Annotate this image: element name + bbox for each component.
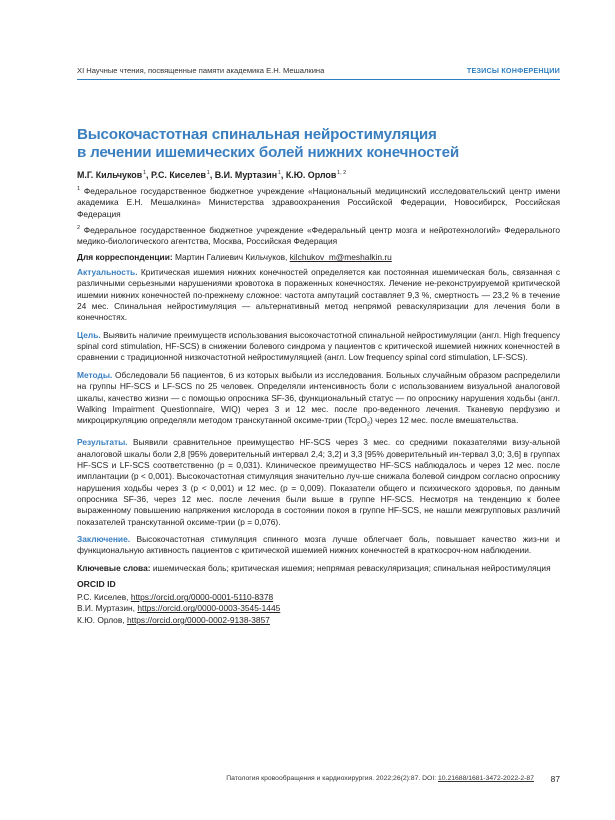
abstract-aim (77, 330, 560, 364)
author-name: Р.С. Киселев (150, 170, 206, 180)
footer-citation (226, 775, 534, 782)
methods-text-end: ) через 12 мес. после вмешательства. (369, 415, 519, 426)
abstract-methods (77, 370, 560, 431)
affiliation-1 (77, 186, 560, 220)
abstract-results (77, 437, 560, 528)
methods-label: Методы. (77, 369, 113, 380)
keywords-text: ишемическая боль; критическая ишемия; непрямая реваскуляризация; спинальная нейростимуляция (152, 562, 551, 573)
aim-label: Цель. (77, 329, 101, 340)
correspondence (77, 252, 560, 263)
results-label: Результаты. (77, 437, 128, 448)
orcid-author: В.И. Муртазин, (77, 603, 135, 614)
page-footer (210, 774, 560, 786)
relevance-label: Актуальность. (77, 267, 138, 278)
doi-link[interactable]: 10.21688/1681-3472-2022-2-87 (438, 775, 534, 782)
author-affiliation-mark: 1, 2 (337, 170, 347, 176)
keywords (77, 563, 560, 574)
citation-text: Патология кровообращения и кардиохирургия. 2022;26(2):87. DOI: (226, 775, 437, 782)
correspondence-label: Для корреспонденции: (77, 251, 173, 262)
conclusion-text: Высокочастотная стимуляция спинного мозга лучше облегчает боль, повышает качество жиз-ни и функциональную активность пациентов с критической ишемией нижних конечностей в краткосроч-ном наблюдении. (77, 533, 560, 556)
keywords-label: Ключевые слова: (77, 562, 151, 573)
aim-text: Выявить наличие преимуществ использования высокочастотной спинальной нейростимуляции (англ. High frequency spinal cord stimulation, HF-SCS) в снижении болевого синдрома у пациентов с критической ишемией нижних конечностей в сравнении с традиционной низкочастотной нейростимуляцией (англ. Low frequency spinal cord stimulation, LF-SCS). (77, 329, 561, 363)
author-name: В.И. Муртазин (214, 170, 278, 180)
article-body (77, 126, 560, 626)
affiliation-number: 1 (77, 186, 81, 192)
orcid-entry (77, 603, 560, 614)
running-title: XI Научные чтения, посвященные памяти академика Е.Н. Мешалкина (77, 66, 325, 75)
running-header (77, 66, 560, 80)
correspondence-name: Мартин Галиевич Кильчуков, (174, 251, 288, 262)
orcid-link[interactable]: https://orcid.org/0000-0003-3545-1445 (137, 603, 281, 614)
author-affiliation-mark: 1 (277, 170, 281, 176)
orcid-link[interactable]: https://orcid.org/0000-0002-9138-3857 (126, 614, 270, 625)
affiliation-2 (77, 225, 560, 248)
article-title (77, 126, 560, 161)
page-number: 87 (550, 774, 560, 784)
author-name: К.Ю. Орлов (285, 170, 337, 180)
orcid-author: Р.С. Киселев, (77, 591, 129, 602)
author-affiliation-mark: 1 (206, 170, 210, 176)
abstract-conclusion (77, 534, 560, 557)
author-name: М.Г. Кильчуков (77, 170, 143, 180)
methods-text: Обследовали 56 пациентов, 6 из которых выбыли из исследования. Больных случайным образом распределили на группы HF-SCS и LF-SCS по 25 человек. Определяли интенсивность боли с использованием визуальной аналоговой шкалы, качество жизни — с помощью опросника SF-36, функциональный статус — по опроснику нарушения ходьбы (англ. Walking Impairment Questionnaire, WIQ) через 3 и 12 мес. после про-веденного лечения. Тканевую перфузию и микроциркуляцию определяли методом транскутанной оксиме-трии (TcpO (77, 369, 560, 426)
section-label: ТЕЗИСЫ КОНФЕРЕНЦИИ (466, 66, 560, 75)
author-affiliation-mark: 1 (142, 170, 146, 176)
abstract-relevance (77, 267, 560, 324)
methods-subscript: 2 (366, 421, 370, 428)
author-list: М.Г. Кильчуков $^1$, Р.С. Киселев $^1$, В.И. Муртазин $^1$, К.Ю. Орлов $^{1, 2}$ (77, 170, 347, 180)
header-rule (77, 79, 560, 80)
conclusion-label: Заключение. (77, 533, 131, 544)
affiliation-text: Федеральное государственное бюджетное учреждение «Национальный медицинский исследовательский центр имени академика Е.Н. Мешалкина» Министерства здравоохранения Российской Федерации, Новосибирск, Российская Федерация (77, 186, 560, 219)
orcid-author: К.Ю. Орлов, (77, 614, 125, 625)
orcid-heading: ORCID ID (77, 578, 116, 589)
affiliation-text: Федеральное государственное бюджетное учреждение «Федеральный центр мозга и нейротехнологий» Федерального медико-биологического агентства, Москва, Российская Федерация (77, 225, 560, 247)
affiliation-number: 2 (77, 225, 81, 232)
orcid-link[interactable]: https://orcid.org/0000-0001-5110-8378 (130, 591, 274, 602)
correspondence-email-link[interactable]: kilchukov_m@meshalkin.ru (289, 251, 392, 262)
title-line-1: Высокочастотная спинальная нейростимуляция (77, 126, 437, 143)
orcid-list (77, 592, 560, 626)
results-text: Выявили сравнительное преимущество HF-SCS через 3 мес. со средними показателями визу-альной аналоговой шкалы боли 2,8 [95% доверительный интервал 2,4; 3,2] и 3,3 [95% доверительный ин-тервал 3,0; 3,6] в группах HF-SCS и LF-SCS соответственно (p = 0,031). Клиническое преимущество HF-SCS наблюдалось и через 12 мес. после имплантации (p < 0,001). Высокочастотная стимуляция значительно луч-ше снижала болевой синдром согласно опроснику нарушения ходьбы через 3 (p < 0,001) и 12 мес. (p = 0,009). Показатели общего и психического здоровья, по данным опросника SF-36, через 12 мес. после лечения были выше в группе HF-SCS. Несмотря на тенденцию к более выраженному повышению напряжения кислорода в состоянии покоя в группе HF-SCS, не нашли межгрупповых различий показателей транскутанной оксиме-трии (p = 0,076). (77, 437, 561, 527)
orcid-entry (77, 592, 560, 603)
relevance-text: Критическая ишемия нижних конечностей определяется как постоянная ишемическая боль, связанная с различными серьезными нарушениями кровотока в пораженных конечностях. Лечение не-реконструируемой критической ишемии нижних конечностей по-прежнему сложное: частота ампутаций составляет 9,3 %, смертность — 23,2 % в течение 24 мес. Спинальная нейростимуляция — альтернативный метод непрямой реваскуляризации для лечения боли в конечностях. (77, 267, 561, 323)
orcid-entry (77, 615, 560, 626)
title-line-2: в лечении ишемических болей нижних конечностей (77, 143, 459, 161)
